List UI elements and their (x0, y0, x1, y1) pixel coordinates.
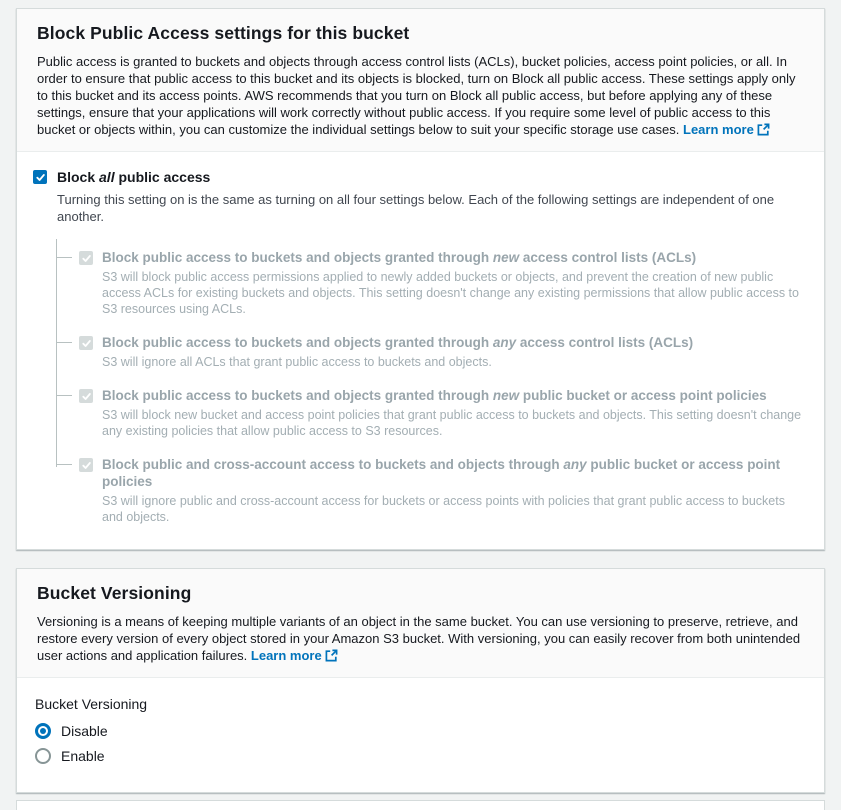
bucket-versioning-body (17, 678, 824, 792)
check-icon (81, 338, 92, 349)
sub-setting-checkbox-disabled (79, 336, 93, 350)
sub-setting-checkbox-disabled (79, 389, 93, 403)
sub-setting-row (56, 249, 804, 317)
sub-setting-row (56, 456, 804, 525)
block-public-access-description (37, 53, 804, 138)
label-part-italic: new (492, 250, 520, 265)
check-icon (81, 253, 92, 264)
versioning-learn-more-label: Learn more (250, 648, 322, 663)
next-section-card-top (16, 800, 825, 810)
sub-setting-row (56, 387, 804, 439)
block-all-note: Turning this setting on is the same as turning on all four settings below. Each of the following settings are independent of one another. (57, 192, 775, 224)
block-public-access-card (16, 8, 825, 550)
label-part-italic: any (563, 457, 587, 472)
block-all-public-access-row (33, 169, 804, 185)
check-icon (81, 391, 92, 402)
label-part: public bucket or access point policies (102, 457, 781, 489)
label-part: Block public and cross-account access to buckets and objects through (102, 457, 564, 472)
card-gap (0, 550, 841, 568)
tree-connector (56, 395, 72, 396)
bucket-versioning-card (16, 568, 825, 793)
page-top-spacer (0, 0, 841, 8)
block-public-access-title: Block Public Access settings for this bucket (37, 23, 410, 43)
bucket-versioning-header (17, 569, 824, 678)
check-icon (35, 172, 46, 183)
sub-setting-checkbox-disabled (79, 251, 93, 265)
radio-enable[interactable] (35, 748, 51, 764)
block-public-access-body (17, 152, 824, 549)
bucket-versioning-description (37, 613, 804, 664)
bpa-learn-more-label: Learn more (683, 122, 754, 137)
bucket-versioning-description-text: Versioning is a means of keeping multiple variants of an object in the same bucket. You can use versioning to preserve, retrieve, and restore every version of every object stored in your Amazon S3 bucket. With versioning, you can easily recover from both unintended user actions and application failures. (37, 614, 801, 663)
bucket-versioning-field-label: Bucket Versioning (35, 696, 148, 712)
block-all-public-access-checkbox[interactable] (33, 170, 47, 184)
label-part: Block (57, 169, 100, 185)
external-link-icon (757, 123, 770, 136)
sub-setting-title (102, 387, 804, 404)
sub-setting-checkbox-disabled (79, 458, 93, 472)
sub-setting-description: S3 will block new bucket and access point policies that grant public access to buckets and objects. This setting doesn't change any existing policies that allow public access to S3 resources. (102, 408, 802, 438)
label-part: Block public access to buckets and objects granted through (102, 388, 493, 403)
radio-disable[interactable] (35, 723, 51, 739)
tree-connector (56, 257, 72, 258)
sub-setting-description: S3 will block public access permissions applied to newly added buckets or objects, and prevent the creation of new public access ACLs for existing buckets and objects. This setting doesn't change any existing permissions that allow public access to S3 resources using ACLs. (102, 270, 799, 316)
block-all-public-access-label[interactable] (57, 169, 210, 185)
block-public-access-description-text: Public access is granted to buckets and objects through access control lists (ACLs), bucket policies, access point policies, or all. In order to ensure that public access to this bucket and its objects is blocked, turn on Block all public access. These settings apply only to this bucket and its access points. AWS recommends that you turn on Block all public access, but before applying any of these settings, ensure that your applications will work correctly without public access. If you require some level of public access to this bucket or objects within, you can customize the individual settings below to suit your specific storage use cases. (37, 54, 796, 137)
bpa-learn-more-link[interactable] (683, 122, 770, 137)
versioning-option-disable[interactable] (35, 723, 804, 739)
external-link-icon (325, 649, 338, 662)
label-part-italic: new (492, 388, 520, 403)
block-public-access-header (17, 9, 824, 152)
label-part-italic: any (492, 335, 517, 350)
sub-setting-row (56, 334, 804, 370)
sub-setting-description: S3 will ignore all ACLs that grant public access to buckets and objects. (102, 355, 492, 369)
sub-settings-tree (56, 239, 804, 525)
sub-setting-title (102, 249, 804, 266)
tree-connector (56, 342, 72, 343)
sub-setting-title (102, 334, 804, 351)
check-icon (81, 460, 92, 471)
bucket-versioning-title: Bucket Versioning (37, 583, 192, 603)
versioning-option-enable[interactable] (35, 748, 804, 764)
label-part: access control lists (ACLs) (516, 335, 694, 350)
label-part-italic: all (99, 169, 115, 185)
sub-setting-description: S3 will ignore public and cross-account access for buckets or access points with policies that grant public access to buckets and objects. (102, 494, 785, 524)
label-part: public bucket or access point policies (519, 388, 767, 403)
versioning-learn-more-link[interactable] (251, 648, 338, 663)
label-part: Block public access to buckets and objects granted through (102, 335, 493, 350)
tree-connector (56, 464, 72, 465)
label-part: public access (114, 169, 211, 185)
radio-enable-label: Enable (61, 748, 105, 764)
label-part: access control lists (ACLs) (519, 250, 697, 265)
sub-setting-title (102, 456, 804, 490)
radio-disable-label: Disable (61, 723, 108, 739)
label-part: Block public access to buckets and objects granted through (102, 250, 493, 265)
